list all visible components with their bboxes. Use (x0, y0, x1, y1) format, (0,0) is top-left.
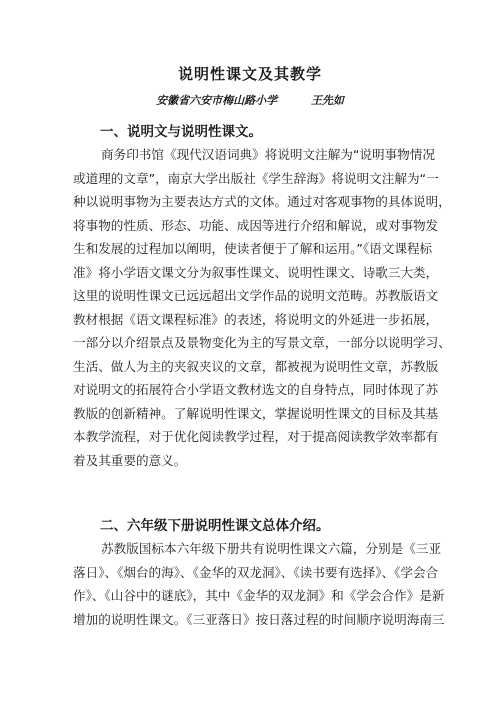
document-title: 说明性课文及其教学 (177, 65, 322, 83)
text-line: 着及其重要的意义。 (73, 452, 187, 468)
text-line: 作》、《山谷中的谜底》，其中《金华的双龙洞》和《学会合作》是新 (73, 588, 445, 603)
author-name: 王先如 (310, 94, 344, 107)
author-line (0, 92, 500, 108)
text-line: 教材根据《语文课程标准》的表述，将说明文的外延进一步拓展， (73, 311, 439, 327)
section-1-paragraph (73, 143, 451, 472)
text-line: 苏教版国标本六年级下册共有说明性课文六篇，分别是《三亚 (101, 541, 442, 556)
text-line: 教版的创新精神。了解说明性课文，掌握说明性课文的目标及其基 (73, 405, 439, 421)
text-line: 一部分以介绍景点及景物变化为主的写景文章，一部分以说明学习、 (73, 335, 451, 350)
text-line: 准》将小学语文课文分为叙事性课文、说明性课文、诗歌三大类， (73, 264, 439, 280)
text-line: 种以说明事物为主要表达方式的文体。通过对客观事物的具体说明， (73, 194, 451, 209)
text-line: 生活、做人为主的夹叙夹议的文章，都被视为说明性文章，苏教版 (73, 358, 439, 374)
section-2-paragraph (73, 537, 445, 631)
text-line: 生和发展的过程加以阐明，使读者便于了解和运用。”《语文课程标 (73, 241, 433, 256)
text-line: 增加的说明性课文。《三亚落日》按日落过程的时间顺序说明海南三 (73, 611, 445, 627)
text-line: 落日》、《烟台的海》、《金华的双龙洞》、《读书要有选择》、《学会合 (73, 564, 439, 580)
text-line: 将事物的性质、形态、功能、成因等进行介绍和解说，或对事物发 (73, 217, 439, 233)
section-heading-2: 二、六年级下册说明性课文总体介绍。 (100, 518, 330, 534)
section-heading-1: 一、说明文与说明性课文。 (100, 124, 262, 140)
text-line: 或道理的文章”，南京大学出版社《学生辞海》将说明文注解为“一 (73, 170, 439, 186)
text-line: 对说明文的拓展符合小学语文教材选文的自身特点，同时体现了苏 (73, 382, 439, 397)
author-school: 安徽省六安市梅山路小学 (156, 94, 278, 107)
text-line: 商务印书馆《现代汉语词典》将说明文注解为“说明事物情况 (101, 147, 435, 162)
text-line: 这里的说明性课文已远远超出文学作品的说明文范畴。苏教版语文 (73, 288, 439, 303)
text-line: 本教学流程，对于优化阅读教学过程，对于提高阅读教学效率都有 (73, 429, 439, 444)
